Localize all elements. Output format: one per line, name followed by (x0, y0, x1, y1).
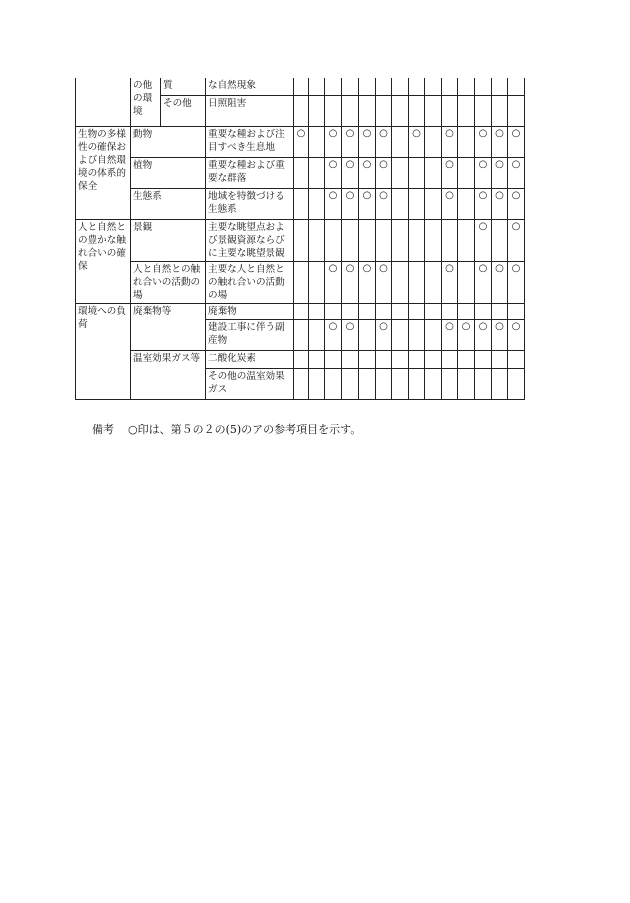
mark-cell (409, 96, 425, 127)
mark-cell (458, 78, 475, 96)
mark-cell (342, 220, 359, 262)
mark-cell (309, 369, 325, 400)
subcategory-cell: 景観 (131, 220, 206, 262)
mark-cell (442, 369, 458, 400)
subcategory-cell: 廃棄物等 (131, 304, 206, 351)
mark-cell (309, 320, 325, 351)
mark-cell: ○ (508, 158, 525, 189)
mark-cell (392, 78, 409, 96)
mark-cell: ○ (442, 320, 458, 351)
mark-cell (409, 262, 425, 304)
mark-cell (325, 351, 342, 369)
mark-cell (475, 351, 492, 369)
mark-cell (325, 369, 342, 400)
remarks-label: 備考 (92, 423, 114, 436)
mark-cell (458, 220, 475, 262)
table-row (76, 158, 525, 189)
item-cell: 地域を特徴づける生態系 (206, 189, 294, 220)
mark-cell (325, 96, 342, 127)
mark-cell: ○ (492, 262, 508, 304)
mark-cell: ○ (492, 189, 508, 220)
mark-cell (294, 189, 309, 220)
mark-cell (409, 304, 425, 320)
mark-cell (442, 351, 458, 369)
mark-cell (376, 369, 392, 400)
mark-cell (392, 262, 409, 304)
mark-cell (359, 369, 376, 400)
mark-cell (409, 158, 425, 189)
mark-cell (425, 78, 442, 96)
mark-cell (458, 351, 475, 369)
mark-cell (425, 220, 442, 262)
mark-cell (475, 78, 492, 96)
mark-cell (508, 351, 525, 369)
mark-cell (309, 351, 325, 369)
mark-cell (376, 220, 392, 262)
subcategory-cell: の他の環境 (131, 78, 161, 127)
mark-cell (475, 369, 492, 400)
mark-cell: ○ (508, 220, 525, 262)
mark-cell: ○ (359, 127, 376, 158)
mark-cell (458, 96, 475, 127)
item-cell: な自然現象 (206, 78, 294, 96)
mark-cell (492, 78, 508, 96)
mark-cell: ○ (508, 189, 525, 220)
mark-cell (409, 369, 425, 400)
mark-cell (425, 320, 442, 351)
mark-cell (359, 351, 376, 369)
mark-cell (492, 220, 508, 262)
mark-cell (392, 351, 409, 369)
mark-cell (458, 369, 475, 400)
item-cell: その他の温室効果ガス (206, 369, 294, 400)
mark-cell: ○ (475, 320, 492, 351)
mark-cell (309, 220, 325, 262)
mark-cell (294, 220, 309, 262)
mark-cell: ○ (376, 189, 392, 220)
mark-cell (442, 220, 458, 262)
mark-cell: ○ (325, 158, 342, 189)
table-row (76, 304, 525, 320)
mark-cell (392, 127, 409, 158)
mark-cell: ○ (492, 127, 508, 158)
mark-cell (442, 304, 458, 320)
mark-cell: ○ (442, 189, 458, 220)
mark-cell (294, 351, 309, 369)
item-cell: 二酸化炭素 (206, 351, 294, 369)
subcategory-cell: 温室効果ガス等 (131, 351, 206, 400)
mark-cell (325, 78, 342, 96)
mark-cell (492, 351, 508, 369)
mark-cell (309, 127, 325, 158)
item-cell: 日照阻害 (206, 96, 294, 127)
mark-cell: ○ (376, 127, 392, 158)
mark-cell (342, 351, 359, 369)
mark-cell (376, 96, 392, 127)
mark-cell (442, 96, 458, 127)
mark-cell (442, 78, 458, 96)
mark-cell (458, 304, 475, 320)
mark-cell (392, 220, 409, 262)
mark-cell (392, 369, 409, 400)
mark-cell: ○ (325, 127, 342, 158)
mark-cell (425, 158, 442, 189)
mark-cell: ○ (475, 262, 492, 304)
mark-cell: ○ (325, 320, 342, 351)
table-row (76, 189, 525, 220)
category-cell: 環境への負荷 (76, 304, 131, 400)
mark-cell: ○ (325, 189, 342, 220)
mark-cell (409, 220, 425, 262)
item-cell: 重要な種および注目すべき生息地 (206, 127, 294, 158)
mark-cell (475, 304, 492, 320)
mark-cell: ○ (342, 320, 359, 351)
mark-cell (359, 304, 376, 320)
mark-cell: ○ (409, 127, 425, 158)
mark-cell (425, 351, 442, 369)
mark-cell (294, 158, 309, 189)
category-cell: 人と自然との豊かな触れ合いの確保 (76, 220, 131, 304)
item-cell: 主要な人と自然との触れ合いの活動の場 (206, 262, 294, 304)
mark-cell (409, 351, 425, 369)
mark-cell (342, 96, 359, 127)
mark-cell: ○ (342, 262, 359, 304)
mark-cell (294, 320, 309, 351)
table-row (76, 127, 525, 158)
mark-cell: ○ (508, 320, 525, 351)
mark-cell (294, 78, 309, 96)
mark-cell (309, 189, 325, 220)
mark-cell: ○ (442, 127, 458, 158)
mark-cell (492, 369, 508, 400)
remarks-note (92, 421, 361, 437)
mark-cell (409, 189, 425, 220)
mark-cell (508, 304, 525, 320)
mark-cell (294, 369, 309, 400)
mark-cell: ○ (294, 127, 309, 158)
table-row (76, 78, 525, 96)
mark-cell (425, 262, 442, 304)
mark-cell: ○ (475, 127, 492, 158)
mark-cell: ○ (342, 189, 359, 220)
mark-cell (458, 189, 475, 220)
mark-cell: ○ (325, 262, 342, 304)
mark-cell (359, 320, 376, 351)
subcategory-cell: その他 (161, 96, 206, 127)
item-cell: 重要な種および重要な群落 (206, 158, 294, 189)
mark-cell (294, 96, 309, 127)
assessment-matrix (75, 78, 525, 400)
mark-cell (425, 189, 442, 220)
mark-cell (342, 369, 359, 400)
mark-cell (392, 96, 409, 127)
mark-cell (425, 127, 442, 158)
mark-cell (309, 304, 325, 320)
mark-cell (376, 78, 392, 96)
subcategory-cell: 質 (161, 78, 206, 96)
table-row (76, 351, 525, 369)
subcategory-cell: 人と自然との触れ合いの活動の場 (131, 262, 206, 304)
mark-cell (309, 158, 325, 189)
table-row (76, 220, 525, 262)
mark-cell: ○ (359, 262, 376, 304)
mark-cell: ○ (475, 158, 492, 189)
mark-cell: ○ (442, 262, 458, 304)
mark-cell (425, 96, 442, 127)
mark-cell (508, 78, 525, 96)
mark-cell: ○ (492, 320, 508, 351)
mark-cell (392, 320, 409, 351)
mark-cell (325, 304, 342, 320)
mark-cell: ○ (475, 189, 492, 220)
mark-cell (392, 304, 409, 320)
mark-cell (425, 369, 442, 400)
mark-cell (475, 96, 492, 127)
mark-cell: ○ (359, 158, 376, 189)
mark-cell (392, 158, 409, 189)
remarks-text: ○印は、第５の２の(5)のアの参考項目を示す。 (128, 423, 362, 436)
mark-cell (342, 78, 359, 96)
mark-cell: ○ (475, 220, 492, 262)
mark-cell (409, 320, 425, 351)
mark-cell (309, 78, 325, 96)
mark-cell (458, 262, 475, 304)
subcategory-cell: 植物 (131, 158, 206, 189)
mark-cell (309, 96, 325, 127)
mark-cell (492, 96, 508, 127)
mark-cell (458, 127, 475, 158)
mark-cell: ○ (492, 158, 508, 189)
mark-cell: ○ (376, 158, 392, 189)
mark-cell: ○ (359, 189, 376, 220)
mark-cell: ○ (508, 262, 525, 304)
category-cell (76, 78, 131, 127)
table-row (76, 262, 525, 304)
mark-cell (294, 304, 309, 320)
mark-cell: ○ (376, 262, 392, 304)
mark-cell: ○ (342, 127, 359, 158)
mark-cell: ○ (442, 158, 458, 189)
mark-cell (376, 304, 392, 320)
mark-cell (376, 351, 392, 369)
mark-cell (392, 189, 409, 220)
item-cell: 主要な眺望点および景観資源ならびに主要な眺望景観 (206, 220, 294, 262)
mark-cell (409, 78, 425, 96)
mark-cell (294, 262, 309, 304)
mark-cell: ○ (508, 127, 525, 158)
mark-cell (325, 220, 342, 262)
item-cell: 建設工事に伴う副産物 (206, 320, 294, 351)
mark-cell (508, 369, 525, 400)
mark-cell (309, 262, 325, 304)
mark-cell: ○ (376, 320, 392, 351)
mark-cell (425, 304, 442, 320)
mark-cell (359, 78, 376, 96)
mark-cell (342, 304, 359, 320)
mark-cell (359, 96, 376, 127)
mark-cell (359, 220, 376, 262)
subcategory-cell: 生態系 (131, 189, 206, 220)
mark-cell (492, 304, 508, 320)
mark-cell: ○ (458, 320, 475, 351)
mark-cell (508, 96, 525, 127)
mark-cell: ○ (342, 158, 359, 189)
subcategory-cell: 動物 (131, 127, 206, 158)
category-cell: 生物の多様性の確保および自然環境の体系的保全 (76, 127, 131, 220)
item-cell: 廃棄物 (206, 304, 294, 320)
mark-cell (458, 158, 475, 189)
